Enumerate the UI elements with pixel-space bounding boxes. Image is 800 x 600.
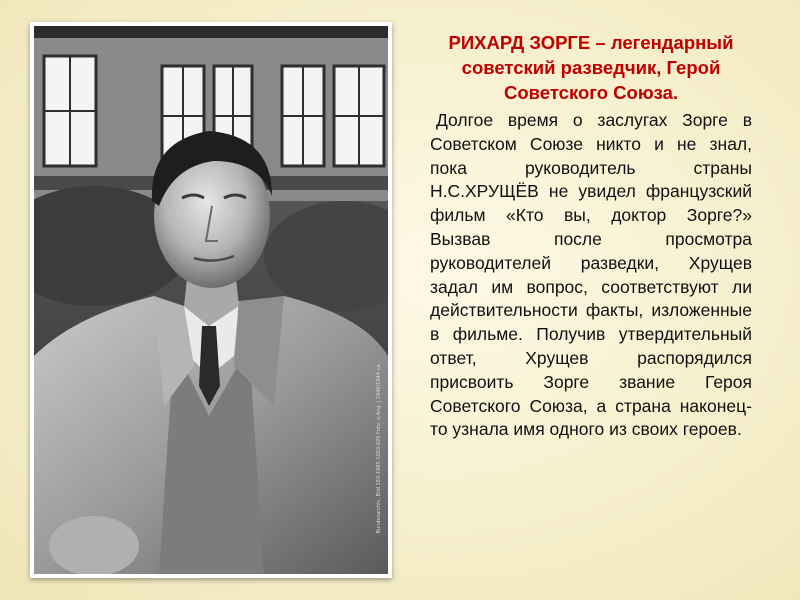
portrait-photo-frame — [30, 22, 392, 578]
portrait-photo — [34, 26, 388, 574]
slide-body-text: Долгое время о заслугах Зорге в Советском Союзе никто и не знал, пока руководитель страны Н.С.ХРУЩЁВ не увидел французский фильм «Кто вы, доктор Зорге?» Вызвав после просмотра руководителей разведки, Хрущев задал им вопрос, соответствуют ли действительности факты, изложенные в фильме. Получив утвердительный ответ, Хрущев распорядился присвоить Зорге звание Героя Советского Союза, а страна наконец-то узнала имя одного из своих героев. — [430, 110, 752, 440]
text-block — [430, 30, 752, 442]
slide-title: РИХАРД ЗОРГЕ – легендарный советский разведчик, Герой Советского Союза. — [448, 32, 734, 103]
photo-credit: Bundesarchiv, Bild 183-1985-1003-020 Foto: o.Ang. | 1940/1944 ca. — [376, 363, 382, 534]
